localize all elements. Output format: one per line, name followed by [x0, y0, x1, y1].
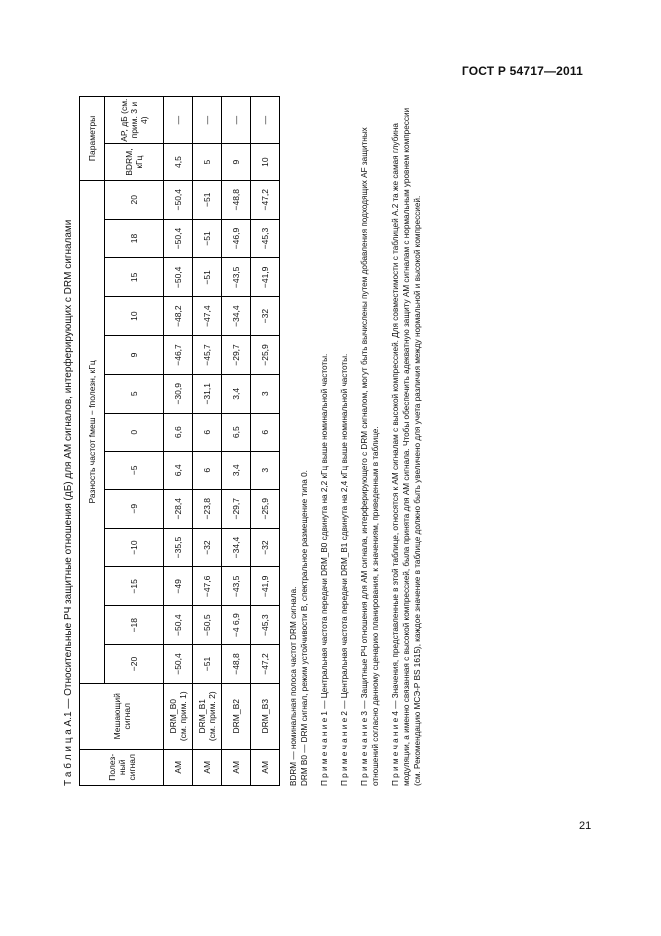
ratio-cell: −51 [193, 180, 222, 219]
freq-col-header: 9 [105, 336, 164, 375]
ratio-cell: −50,4 [164, 258, 193, 297]
table-row [193, 97, 222, 786]
ratio-cell: −45,3 [251, 606, 280, 645]
freq-col-header: −9 [105, 489, 164, 528]
ratio-cell: −48,8 [222, 645, 251, 684]
ratio-cell: −45,7 [193, 336, 222, 375]
ratio-cell: −46,7 [164, 336, 193, 375]
freq-col-header: 0 [105, 413, 164, 451]
note-1: П р и м е ч а н и е 1 — Центральная частота передачи DRM_B0 сдвинута на 2,2 кГц выше номинальной частоты. [320, 353, 329, 786]
ratio-cell: −46,9 [222, 219, 251, 258]
col-wanted-signal: Полез- ный сигнал [80, 749, 164, 785]
protection-ratio-table [79, 96, 280, 786]
ratio-cell: −32 [251, 297, 280, 336]
wanted-signal-cell: AM [222, 749, 251, 785]
ap-cell: — [164, 97, 193, 144]
note-drm-b0: DRM B0 — DRM сигнал, режим устойчивости B, спектральное размещение типа 0. [300, 470, 309, 786]
interfering-signal-cell: DRM_B0 (см. прим. 1) [164, 683, 193, 749]
ap-col-header: AP, дБ (см. прим. 3 и 4) [105, 97, 164, 144]
freq-col-header: −5 [105, 451, 164, 489]
ratio-cell: −50,4 [164, 645, 193, 684]
rotated-page [60, 96, 430, 786]
freq-col-header: −10 [105, 528, 164, 567]
ratio-cell: −51 [193, 645, 222, 684]
freq-col-header: 10 [105, 297, 164, 336]
ratio-cell: −43,5 [222, 567, 251, 606]
interfering-signal-cell: DRM_B1 (см. прим. 2) [193, 683, 222, 749]
ratio-cell: −50,4 [164, 180, 193, 219]
ratio-cell: 3 [251, 451, 280, 489]
document-header: ГОСТ Р 54717—2011 [461, 64, 583, 78]
ratio-cell: −43,5 [222, 258, 251, 297]
ratio-cell: −28,4 [164, 489, 193, 528]
freq-col-header: 20 [105, 180, 164, 219]
ratio-cell: −34,4 [222, 528, 251, 567]
ratio-cell: −50,5 [193, 606, 222, 645]
ratio-cell: −45,3 [251, 219, 280, 258]
ratio-cell: −50,4 [164, 219, 193, 258]
ratio-cell: −47,2 [251, 645, 280, 684]
freq-col-header: −20 [105, 645, 164, 684]
ratio-cell: −48,2 [164, 297, 193, 336]
ratio-cell: 3 [251, 374, 280, 413]
ratio-cell: −41,9 [251, 258, 280, 297]
freq-col-header: 15 [105, 258, 164, 297]
ap-cell: — [222, 97, 251, 144]
note-3: П р и м е ч а н и е 3 — Защитные РЧ отношения для AM сигнала, интерферирующего с DRM сигналом, могут быть вычислены путем добавления подходящих AF защитных отношений согласно данному сценарию планирования, к значениям, приведенным в таблице. [360, 127, 380, 786]
table-row [222, 97, 251, 786]
interfering-signal-cell: DRM_B3 [251, 683, 280, 749]
wanted-signal-cell: AM [164, 749, 193, 785]
note-2: П р и м е ч а н и е 2 — Центральная частота передачи DRM_B1 сдвинута на 2,4 кГц выше номинальной частоты. [340, 353, 349, 786]
note-4: П р и м е ч а н и е 4 — Значения, представленные в этой таблице, относятся к AM сигналам с высокой компрессией. Для совместимости с таблицей А.2 та же самая глубина модуляции, а именно связанная с высокой компрессией, была принята для AM сигнала. Чтобы обеспечить адекватную защиту AM сигналам с нормальным уровнем компрессии (см. Рекомендацию МСЭ-Р BS 1615), каждое значение в таблице должно быть увеличено для учета различия между нормальной и высокой компрессией. [391, 107, 422, 786]
ap-cell: — [193, 97, 222, 144]
ratio-cell: 6,4 [164, 451, 193, 489]
rotated-content [60, 96, 430, 786]
freq-col-header: 5 [105, 374, 164, 413]
ratio-cell: −51 [193, 219, 222, 258]
ratio-cell: −32 [193, 528, 222, 567]
ratio-cell: −47,6 [193, 567, 222, 606]
ratio-cell: −23,8 [193, 489, 222, 528]
note-bdrm: BDRM — номинальная полоса частот DRM сигнала. DRM B0 — DRM сигнал, режим устойчивости B, спектральное размещение типа 0. [289, 470, 309, 786]
ratio-cell: 6 [251, 413, 280, 451]
page-number: 21 [579, 820, 592, 832]
ratio-cell: −50,4 [164, 606, 193, 645]
freq-col-header: −18 [105, 606, 164, 645]
col-interfering-signal: Мешающий сигнал [80, 683, 164, 749]
table-row [164, 97, 193, 786]
ratio-cell: −25,9 [251, 489, 280, 528]
ratio-cell: −51 [193, 258, 222, 297]
ratio-cell: 6 [193, 413, 222, 451]
table-body [164, 97, 280, 786]
notes-block [288, 106, 423, 786]
ratio-cell: −49 [164, 567, 193, 606]
ratio-cell: −4 6,9 [222, 606, 251, 645]
ratio-cell: −25,9 [251, 336, 280, 375]
ratio-cell: 3,4 [222, 451, 251, 489]
ap-cell: — [251, 97, 280, 144]
ratio-cell: −41,9 [251, 567, 280, 606]
freq-diff-group-header: Разность частот fмеш − fполезн, кГц [80, 180, 105, 683]
ratio-cell: −29,7 [222, 489, 251, 528]
interfering-signal-cell: DRM_B2 [222, 683, 251, 749]
bdrm-cell: 10 [251, 144, 280, 180]
freq-col-header: 18 [105, 219, 164, 258]
wanted-signal-cell: AM [251, 749, 280, 785]
table-caption: Т а б л и ц а А.1 — Относительные РЧ защитные отношения (дБ) для AM сигналов, интерферирующих с DRM сигналами [63, 219, 74, 786]
bdrm-cell: 4,5 [164, 144, 193, 180]
params-group-header: Параметры [80, 97, 105, 181]
ratio-cell: −35,5 [164, 528, 193, 567]
ratio-cell: −47,2 [251, 180, 280, 219]
bdrm-cell: 9 [222, 144, 251, 180]
sub-header-row [105, 97, 164, 786]
table-row [251, 97, 280, 786]
wanted-signal-cell: AM [193, 749, 222, 785]
ratio-cell: −48,8 [222, 180, 251, 219]
ratio-cell: −32 [251, 528, 280, 567]
ratio-cell: 6 [193, 451, 222, 489]
ratio-cell: −29,7 [222, 336, 251, 375]
ratio-cell: 6,6 [164, 413, 193, 451]
freq-col-header: −15 [105, 567, 164, 606]
bdrm-col-header: BDRM, кГц [105, 144, 164, 180]
ratio-cell: 6,5 [222, 413, 251, 451]
ratio-cell: −47,4 [193, 297, 222, 336]
ratio-cell: −31,1 [193, 374, 222, 413]
bdrm-cell: 5 [193, 144, 222, 180]
ratio-cell: 3,4 [222, 374, 251, 413]
ratio-cell: −30,9 [164, 374, 193, 413]
ratio-cell: −34,4 [222, 297, 251, 336]
